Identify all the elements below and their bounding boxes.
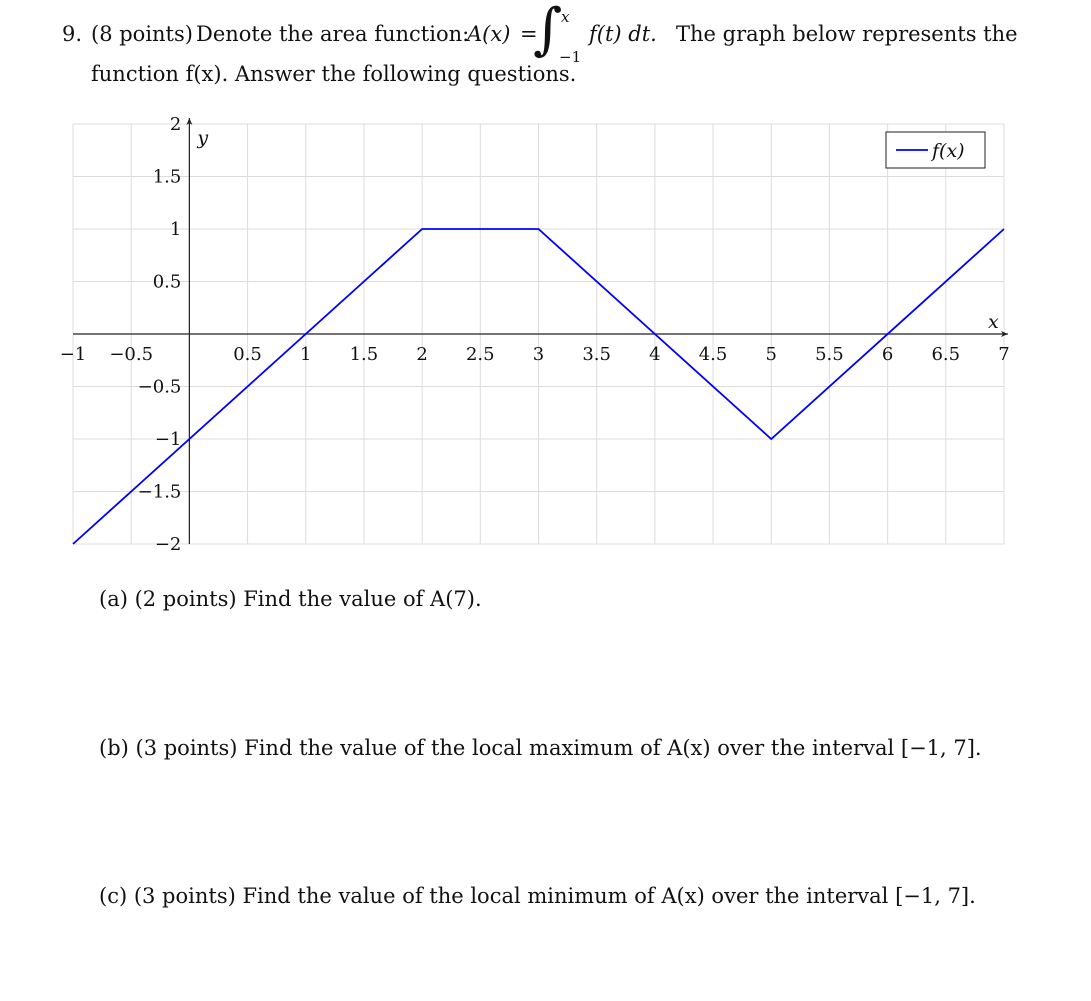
x-tick-label: 4 [649,344,661,365]
integrand: f(t) dt. [589,22,657,46]
x-tick-label: 1.5 [349,344,379,365]
x-tick-label: 5 [765,344,777,365]
y-tick-label: −1 [154,429,182,450]
question-after-integral: The graph below represents the [676,22,1018,46]
question-points: (8 points) [91,22,193,46]
x-axis-label: x [988,311,999,333]
legend [886,132,985,168]
x-tick-label: 3 [532,344,545,365]
integral-sign: ∫ [533,0,563,62]
y-tick-label: −2 [154,534,182,555]
y-tick-label: 2 [169,114,182,135]
area-function-label: A(x) [467,22,511,46]
x-tick-label: −1 [59,344,87,365]
y-tick-label: −0.5 [137,376,182,398]
part-c: (c) (3 points) Find the value of the local minimum of A(x) over the interval [−1, 7]. [99,884,976,908]
x-tick-label: 7 [998,344,1010,365]
part-b: (b) (3 points) Find the value of the local maximum of A(x) over the interval [−1, 7]. [99,736,982,760]
y-tick-label: 1 [169,219,182,240]
question-intro: Denote the area function: [196,22,470,46]
y-tick-label: 1.5 [152,166,182,188]
x-tick-label: 4.5 [698,344,728,365]
y-tick-label: −1.5 [137,481,182,503]
integral-upper-limit: x [561,8,570,26]
equals-sign: = [520,22,538,46]
question-line-2: function f(x). Answer the following questions. [91,62,577,86]
question-number: 9. [62,22,83,46]
y-axis-label: y [197,127,209,149]
x-tick-label: 1 [300,344,312,365]
x-tick-label: 6.5 [931,344,961,365]
x-tick-label: 2 [416,344,428,365]
x-tick-label: −0.5 [109,344,154,365]
x-tick-label: 0.5 [233,344,262,365]
axes [73,118,1008,544]
integral-lower-limit: −1 [559,48,582,66]
x-tick-label: 5.5 [815,344,844,365]
x-tick-label: 3.5 [582,344,612,365]
x-tick-label: 6 [881,344,894,365]
x-tick-label: 2.5 [465,344,495,365]
y-tick-label: 0.5 [152,271,182,293]
part-a: (a) (2 points) Find the value of A(7). [99,587,482,611]
legend-label: f(x) [932,140,965,162]
